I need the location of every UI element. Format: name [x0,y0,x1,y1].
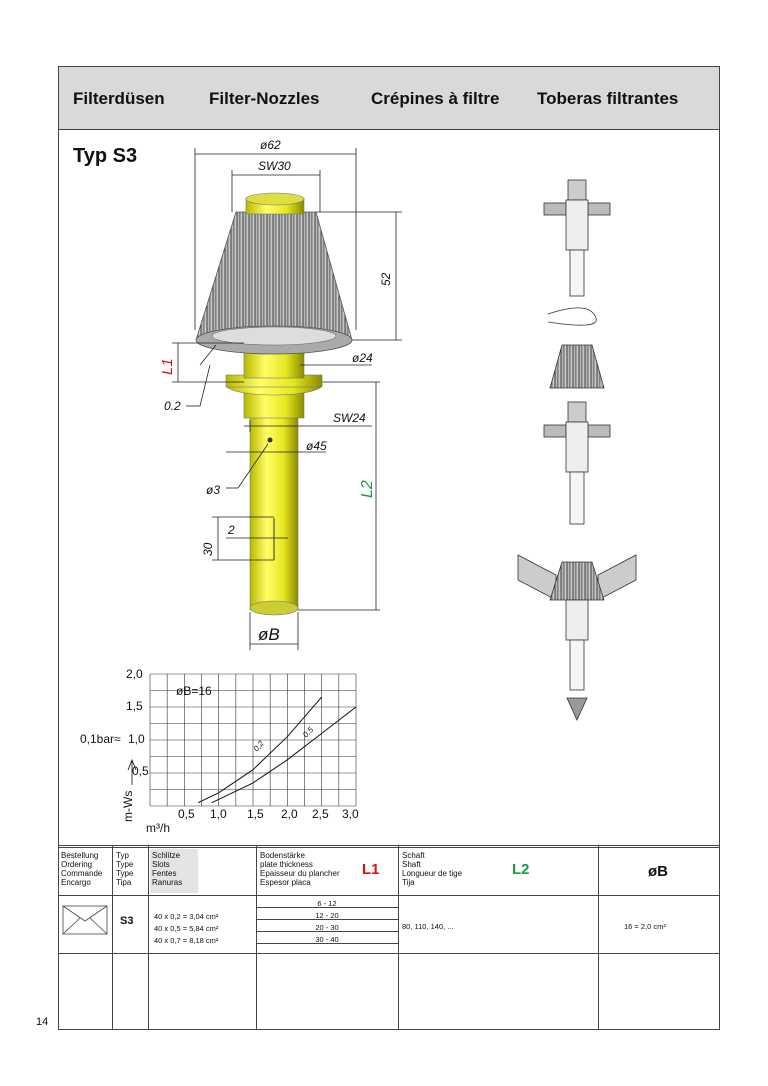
shaft-values: 80, 110, 140, ... [402,922,454,931]
title-fr: Crépines à filtre [371,89,500,108]
y-tick-2-0: 2,0 [126,667,143,681]
slots-values: 40 x 0,2 = 3,04 cm² 40 x 0,5 = 5,84 cm² 40 x 0,7 = 8,18 cm² [154,912,219,945]
x-tick-2-0: 2,0 [281,807,298,821]
series-label-0-5: 0,5 [301,725,316,740]
header-slots: Schlitze Slots Fentes Ranuras [152,851,183,887]
installation-sequence [518,180,636,720]
dim-d45: ø45 [306,439,327,453]
y-tick-1-0: 1,0 [128,732,145,746]
dim-30: 30 [201,542,215,556]
dim-d62: ø62 [260,138,281,152]
order-table [58,845,720,1030]
header-l1: L1 [362,861,380,878]
dB-value: 16 = 2,0 cm² [624,922,666,931]
y-label-prefix: 0,1bar≈ [80,732,121,746]
dim-sw24: SW24 [333,411,366,425]
pressure-flow-chart [80,667,359,835]
series-line-1 [212,707,356,803]
y-tick-1-5: 1,5 [126,699,143,713]
dim-slot: 0.2 [164,399,181,413]
header-ordering: Bestellung Ordering Commande Encargo [61,851,103,887]
chart-annotation: øB=16 [176,684,212,698]
plate-values: 6 - 12 12 - 20 20 - 30 30 - 40 [315,899,339,944]
x-tick-1-5: 1,5 [247,807,264,821]
header-dB: øB [648,863,668,880]
x-tick-1-0: 1,0 [210,807,227,821]
dim-d3: ø3 [206,483,221,497]
dim-dB: øB [258,625,280,644]
dim-2: 2 [228,523,235,537]
x-tick-3-0: 3,0 [342,807,359,821]
y-label: m-Ws [121,790,135,822]
dim-52: 52 [379,272,393,286]
type-title: Typ S3 [73,145,138,167]
header-plate: Bodenstärke plate thickness Epaisseur du plancher Espesor placa [260,851,340,887]
nozzle-3d [196,193,352,615]
dim-l2: L2 [359,480,376,498]
dim-d24: ø24 [352,351,373,365]
header-type: Typ Type Type Tipa [116,851,134,887]
type-value: S3 [120,915,134,927]
header-l2: L2 [512,861,530,878]
title-en: Filter-Nozzles [209,89,320,108]
x-label: m³/h [146,821,170,835]
dim-sw30: SW30 [258,159,291,173]
title-de: Filterdüsen [73,89,165,108]
header-shaft: Schaft Shaft Longueur de tige Tija [402,851,463,887]
title-es: Toberas filtrantes [537,89,679,108]
page-number: 14 [36,1016,49,1028]
dim-l1: L1 [159,358,176,375]
x-tick-0-5: 0,5 [178,807,195,821]
series-label-0-2: 0,2 [251,738,266,754]
x-tick-2-5: 2,5 [312,807,329,821]
envelope-icon [62,905,108,935]
y-tick-0-5: 0,5 [132,764,149,778]
